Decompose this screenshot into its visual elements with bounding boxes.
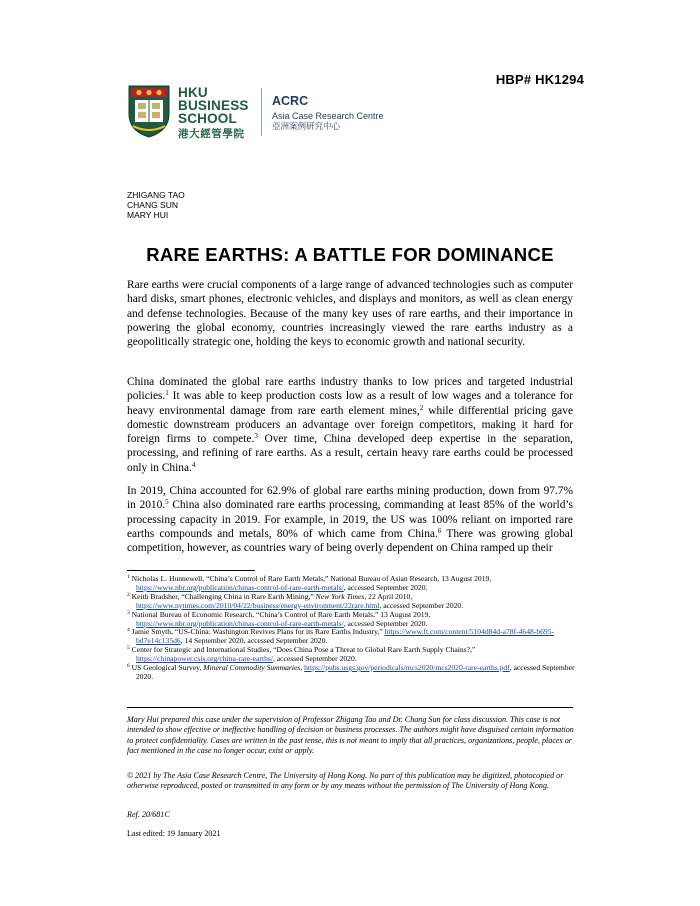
author-list bbox=[127, 190, 185, 220]
hku-business-school-wordmark: HKU BUSINESS SCHOOL bbox=[178, 85, 249, 126]
author: ZHIGANG TAO bbox=[127, 190, 185, 200]
footnote-4: $^4$ Jamie Smyth, “US-China: Washington Revives Plans for its Rare Earths Industry,” https://www.ft.com/content/5104d84d-a78f-4648-b695-bd7e14c135d6, 14 September 2020, accessed September 2020. bbox=[127, 627, 555, 646]
footnote-6: $^6$ US Geological Survey, Mineral Commodity Summaries, https://pubs.usgs.gov/periodicals/mcs2020/mcs2020-rare-earths.pdf, accessed September 2020. bbox=[127, 663, 575, 681]
reference-number: Ref. 20/681C bbox=[127, 810, 170, 819]
footnote-ref: 1 bbox=[165, 389, 169, 398]
disclaimer-note: Mary Hui prepared this case under the supervision of Professor Zhigang Tao and Dr. Chang Sun for class discussion. This case is not intended to show effective or ineffective handling of decision or business processes. The authors might have disguised certain information to protect confidentiality. Cases are written in the past tense, this is not meant to imply that all practices, organizations, people, places or fact mentioned in the case no longer occur, exist or apply. bbox=[127, 715, 574, 756]
footnote-ref: 4 bbox=[191, 460, 196, 469]
acrc-wordmark: ACRC Asia Case Research Centre 亞洲案例研究中心 bbox=[272, 94, 384, 132]
footnote-divider bbox=[127, 570, 255, 571]
footnote-ref: 6 bbox=[437, 526, 442, 535]
footnote-ref: 3 bbox=[254, 432, 258, 441]
author: CHANG SUN bbox=[127, 200, 179, 210]
case-title: RARE EARTHS: A BATTLE FOR DOMINANCE bbox=[146, 244, 554, 265]
paragraph-2: China dominated the global rare earths industry thanks to low prices and targeted industrial policies.$^1$ It was able to keep production costs low as a result of low wages and a tolerance for heavy environmental damage from rare earth element mines,$^2$ while differential pricing gave domestic downstream producers an advantage over foreign competitors, making it hard for foreign firms to compete.$^3$ Over time, China developed deep expertise in the separation, processing, and refining of rare earths. As a result, certain heavy rare earths could be processed only in China.$^4$ bbox=[127, 376, 573, 474]
paragraph-3: In 2019, China accounted for 62.9% of global rare earths mining production, down from 97.7% in 2010.$^5$ China also dominated rare earths processing, commanding at least 85% of the world’s processing capacity in 2019. For example, in 2019, the US was 100% reliant on imported rare earths compounds and metals, 80% of which came from China.$^6$ There was growing global competition, however, as countries wary of being overly dependent on China ramped up their bbox=[127, 485, 573, 555]
footnotes bbox=[127, 575, 577, 682]
footnote-ref: 2 bbox=[419, 403, 424, 412]
footnote-link[interactable]: https://www.ft.com/content/5104d84d-a78f-4648-b695-bd7e14c135d6 bbox=[136, 627, 555, 646]
footnote-link[interactable]: https://chinapower.csis.org/china-rare-earths/ bbox=[136, 654, 273, 664]
footnote-link[interactable]: https://www.nbr.org/publication/chinas-control-of-rare-earth-metals/ bbox=[136, 618, 344, 628]
footnote-1: $^1$ Nicholas L. Hunnewell, “China’s Control of Rare Earth Metals,” National Bureau of Asian Research, 13 August 2019, https://www.nbr.org/publication/chinas-control-of-rare-earth-metals/, accessed September 2020. bbox=[127, 574, 492, 592]
footnote-ref: 5 bbox=[165, 498, 169, 507]
case-id: HBP# HK1294 bbox=[495, 72, 584, 87]
author: MARY HUI bbox=[127, 210, 169, 220]
hku-chinese-name: 港大經管學院 bbox=[178, 128, 245, 140]
logo-block bbox=[127, 84, 427, 144]
footnote-link[interactable]: https://www.nytimes.com/2010/04/22/business/energy-environment/22rare.html bbox=[136, 600, 380, 610]
footnote-2: $^2$ Keith Bradsher, “Challenging China in Rare Earth Mining,” New York Times, 22 April 2010, https://www.nytimes.com/2010/04/22/business/energy-environment/22rare.html, accessed September 2020. bbox=[127, 591, 464, 610]
footnote-link[interactable]: https://www.nbr.org/publication/chinas-control-of-rare-earth-metals/ bbox=[136, 582, 344, 592]
last-edited: Last edited: 19 January 2021 bbox=[127, 829, 221, 838]
footnote-3: $^3$ National Bureau of Economic Research, “China’s Control of Rare Earth Metals,” 13 August 2019, https://www.nbr.org/publication/chinas-control-of-rare-earth-metals/, accessed September 2020. bbox=[127, 609, 431, 628]
section-divider bbox=[127, 707, 573, 708]
footnote-link[interactable]: https://pubs.usgs.gov/periodicals/mcs2020/mcs2020-rare-earths.pdf bbox=[304, 663, 510, 673]
hku-crest-icon bbox=[127, 84, 171, 138]
copyright-note: © 2021 by The Asia Case Research Centre, The University of Hong Kong. No part of this publication may be digitized, photocopied or otherwise reproduced, posted or transmitted in any form or by any means without the permission of The University of Hong Kong. bbox=[127, 771, 564, 791]
logo-divider bbox=[261, 88, 262, 136]
footnote-5: $^5$ Center for Strategic and International Studies, “Does China Pose a Threat to Global Rare Earth Supply Chains?,” https://chinapower.csis.org/china-rare-earths/, accessed September 2020. bbox=[127, 645, 476, 664]
paragraph-1: Rare earths were crucial components of a large range of advanced technologies such as computer hard disks, smart phones, electronic vehicles, and displays and monitors, as well as clean energy and defense technologies. Because of the many key uses of rare earths, and their importance in powering the global economy, countries increasingly viewed the rare earths industry as a geopolitically strategic one, holding the keys to economic growth and national security. bbox=[127, 279, 573, 349]
